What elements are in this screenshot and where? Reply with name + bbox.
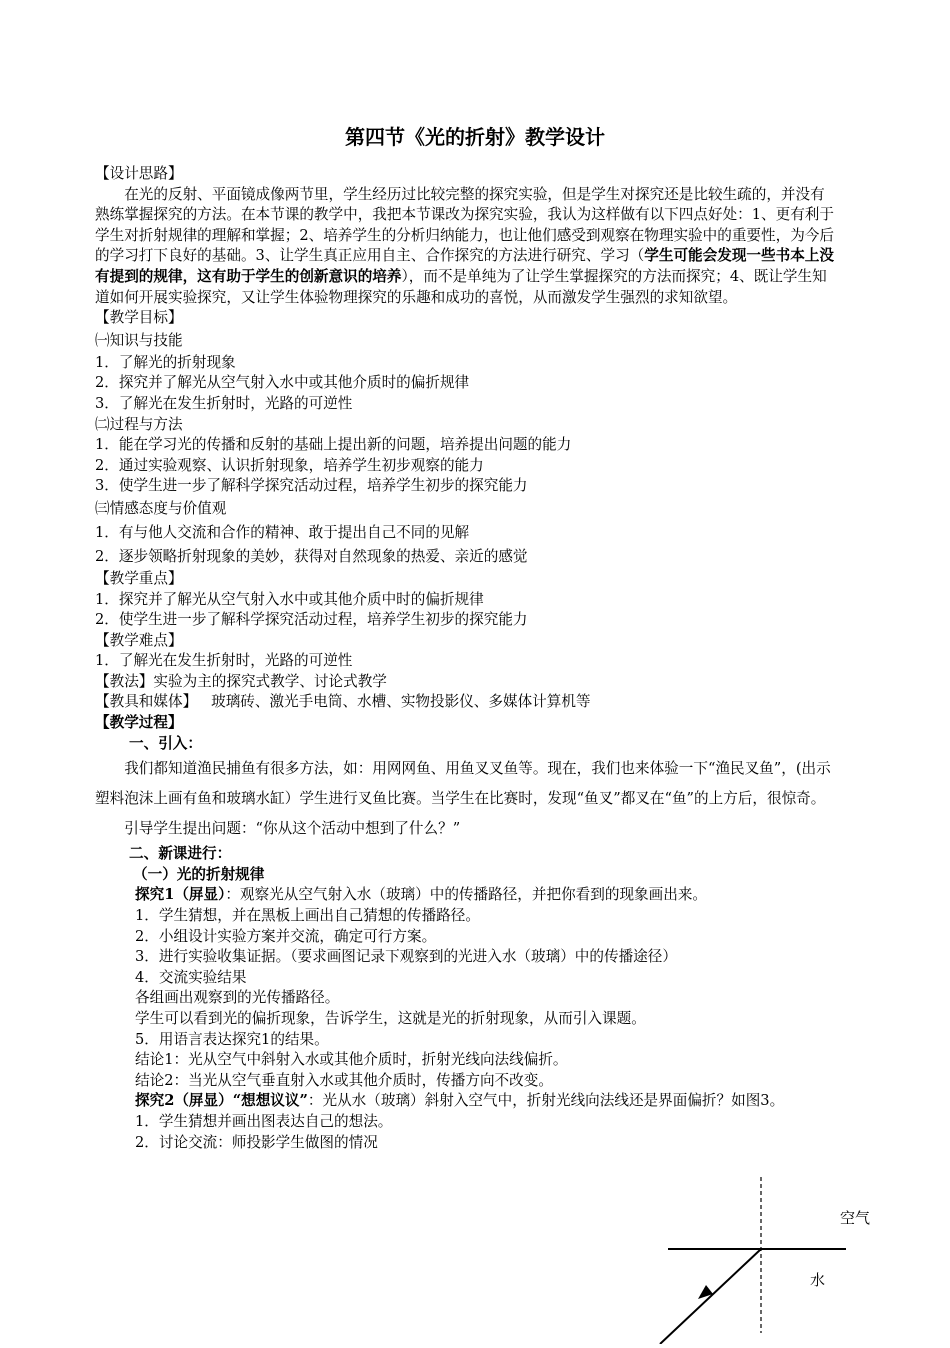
- inquiry-2: 探究2（屏显）“想想议议”：光从水（玻璃）斜射入空气中，折射光线向法线还是界面偏折？如图3。: [135, 1092, 785, 1110]
- conclusion-2: 结论2：当光从空气垂直射入水或其他介质时，传播方向不改变。: [135, 1071, 553, 1089]
- guide-question: 引导学生提出问题：“你从这个活动中想到了什么？”: [124, 820, 461, 838]
- refraction-diagram: [650, 1175, 910, 1344]
- goal-item: 1．了解光的折射现象: [95, 353, 236, 371]
- subsection-title: （一）光的折射规律: [133, 865, 265, 883]
- incident-ray: [660, 1249, 761, 1344]
- step-item: 2．小组设计实验方案并交流，确定可行方案。: [135, 927, 437, 945]
- media-line: 【教具和媒体】 玻璃砖、激光手电筒、水槽、实物投影仪、多媒体计算机等: [95, 693, 591, 711]
- goal-item: 3．使学生进一步了解科学探究活动过程，培养学生初步的探究能力: [95, 477, 528, 495]
- goal-group-2-title: ㈡过程与方法: [95, 415, 183, 433]
- step-item: 3．进行实验收集证据。（要求画图记录下观察到的光进入水（玻璃）中的传播途径）: [135, 948, 677, 966]
- intro-title: 一、引入：: [129, 734, 202, 752]
- step-item: 2．讨论交流：师投影学生做图的情况: [135, 1133, 378, 1151]
- document-body: [95, 164, 835, 1153]
- observation-1: 各组画出观察到的光传播路径。: [135, 989, 340, 1007]
- observation-2: 学生可以看到光的偏折现象，告诉学生，这就是光的折射现象，从而引入课题。: [135, 1010, 646, 1027]
- conclusion-1: 结论1：光从空气中斜射入水或其他介质时，折射光线向法线偏折。: [135, 1051, 568, 1069]
- process-heading: 【教学过程】: [95, 714, 183, 732]
- method-line: 【教法】实验为主的探究式教学、讨论式教学: [95, 672, 387, 690]
- goal-item: 1．能在学习光的传播和反射的基础上提出新的问题，培养提出问题的能力: [95, 436, 572, 454]
- design-paragraph: 在光的反射、平面镜成像两节里，学生经历过比较完整的探究实验，但是学生对探究还是比较生疏的，并没有熟练掌握探究的方法。在本节课的教学中，我把本节课改为探究实验，我认为这样做有以下四点好处：1、更有利于学生对折射规律的理解和掌握；2、培养学生的分析归纳能力，也让他们感受到观察在物理实验中的重要性，为今后的学习打下良好的基础。3、让学生真正应用自主、合作探究的方法进行研究、学习（学生可能会发现一些书本上没有提到的规律，这有助于学生的创新意识的培养），而不是单纯为了让学生掌握探究的方法而探究；4、既让学生知道如何开展实验探究，又让学生体验物理探究的乐趣和成功的喜悦，从而激发学生强烈的求知欲望。: [95, 185, 834, 306]
- goals-heading: 【教学目标】: [95, 309, 183, 327]
- goal-item: 2．通过实验观察、认识折射现象，培养学生初步观察的能力: [95, 456, 484, 474]
- step-item: 1．学生猜想，并在黑板上画出自己猜想的传播路径。: [135, 907, 480, 925]
- difficult-heading: 【教学难点】: [95, 631, 183, 649]
- new-lesson-title: 二、新课进行：: [129, 845, 232, 863]
- key-item: 1．探究并了解光从空气射入水中或其他介质中时的偏折规律: [95, 590, 484, 608]
- intro-paragraph: 我们都知道渔民捕鱼有很多方法，如：用网网鱼、用鱼叉叉鱼等。现在，我们也来体验一下“渔民叉鱼”，(出示塑料泡沫上画有鱼和玻璃水缸）学生进行叉鱼比赛。当学生在比赛时，发现“鱼叉”都叉在“鱼”的上方后，很惊奇。: [95, 760, 831, 808]
- difficult-item: 1．了解光在发生折射时，光路的可逆性: [95, 652, 353, 670]
- step-item: 4．交流实验结果: [135, 968, 247, 986]
- design-heading: 【设计思路】: [95, 165, 183, 182]
- document-title: 第四节《光的折射》教学设计: [345, 125, 605, 149]
- air-label: 空气: [840, 1209, 871, 1227]
- goal-group-3-title: ㈢情感态度与价值观: [95, 499, 227, 517]
- goal-item: 3．了解光在发生折射时，光路的可逆性: [95, 394, 353, 412]
- key-heading: 【教学重点】: [95, 569, 183, 587]
- goal-item: 2．逐步领略折射现象的美妙，获得对自然现象的热爱、亲近的感觉: [95, 547, 528, 565]
- inquiry-1: 探究1（屏显）：观察光从空气射入水（玻璃）中的传播路径，并把你看到的现象画出来。: [135, 886, 708, 904]
- goal-group-1-title: ㈠知识与技能: [95, 331, 183, 349]
- step-item: 5．用语言表达探究1的结果。: [135, 1030, 329, 1048]
- goal-item: 1．有与他人交流和合作的精神、敢于提出自己不同的见解: [95, 523, 470, 541]
- key-item: 2．使学生进一步了解科学探究活动过程，培养学生初步的探究能力: [95, 611, 528, 629]
- goal-item: 2．探究并了解光从空气射入水中或其他介质时的偏折规律: [95, 374, 470, 392]
- water-label: 水: [810, 1271, 826, 1289]
- refraction-figure: [650, 1175, 910, 1344]
- step-item: 1．学生猜想并画出图表达自己的想法。: [135, 1112, 393, 1130]
